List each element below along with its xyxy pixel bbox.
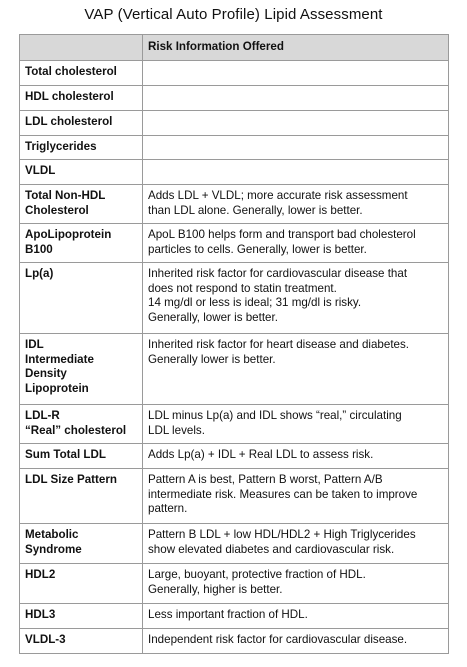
table-row [20, 444, 449, 469]
table-row [20, 469, 449, 524]
risk-info-cell: Adds LDL + VLDL; more accurate risk assessment than LDL alone. Generally, lower is better. [143, 185, 449, 224]
header-test-column [20, 35, 143, 61]
table-row [20, 629, 449, 654]
lipid-test-name: Metabolic Syndrome [20, 524, 143, 564]
lipid-test-name: LDL cholesterol [20, 111, 143, 136]
table-body [20, 61, 449, 654]
lipid-test-name: IDL Intermediate Density Lipoprotein [20, 334, 143, 405]
table-row [20, 160, 449, 185]
risk-info-cell: Inherited risk factor for heart disease and diabetes. Generally lower is better. [143, 334, 449, 405]
table-header-row [20, 35, 449, 61]
risk-info-cell [143, 86, 449, 111]
risk-info-cell: Independent risk factor for cardiovascular disease. [143, 629, 449, 654]
risk-info-cell: LDL minus Lp(a) and IDL shows “real,” circulating LDL levels. [143, 405, 449, 444]
table-row [20, 263, 449, 334]
lipid-test-name: Total cholesterol [20, 61, 143, 86]
lipid-test-name: VLDL-3 [20, 629, 143, 654]
table-row [20, 604, 449, 629]
risk-info-cell: Less important fraction of HDL. [143, 604, 449, 629]
table-row [20, 405, 449, 444]
risk-info-cell: Pattern A is best, Pattern B worst, Pattern A/B intermediate risk. Measures can be taken to improve pattern. [143, 469, 449, 524]
risk-info-cell: Inherited risk factor for cardiovascular disease that does not respond to statin treatment. 14 mg/dl or less is ideal; 31 mg/dl is risky. Generally, lower is better. [143, 263, 449, 334]
table-row [20, 564, 449, 604]
lipid-test-name: HDL2 [20, 564, 143, 604]
table-row [20, 524, 449, 564]
lipid-test-name: Sum Total LDL [20, 444, 143, 469]
lipid-test-name: LDL-R “Real” cholesterol [20, 405, 143, 444]
risk-info-cell [143, 160, 449, 185]
page-title: VAP (Vertical Auto Profile) Lipid Assessment [84, 6, 383, 23]
lipid-test-name: Total Non-HDL Cholesterol [20, 185, 143, 224]
table-row [20, 86, 449, 111]
risk-info-cell: ApoL B100 helps form and transport bad cholesterol particles to cells. Generally, lower is better. [143, 224, 449, 263]
lipid-test-name: LDL Size Pattern [20, 469, 143, 524]
table-row [20, 111, 449, 136]
risk-info-cell [143, 111, 449, 136]
table-row [20, 334, 449, 405]
lipid-test-name: HDL cholesterol [20, 86, 143, 111]
lipid-test-name: HDL3 [20, 604, 143, 629]
table-row [20, 224, 449, 263]
lipid-test-name: Triglycerides [20, 136, 143, 160]
lipid-test-name: VLDL [20, 160, 143, 185]
lipid-test-name: Lp(a) [20, 263, 143, 334]
lipid-assessment-table [19, 34, 449, 654]
header-risk-info-column: Risk Information Offered [143, 35, 449, 61]
risk-info-cell: Pattern B LDL + low HDL/HDL2 + High Triglycerides show elevated diabetes and cardiovascular risk. [143, 524, 449, 564]
table-row [20, 136, 449, 160]
table-row [20, 61, 449, 86]
risk-info-cell [143, 61, 449, 86]
risk-info-cell: Large, buoyant, protective fraction of HDL. Generally, higher is better. [143, 564, 449, 604]
table-row [20, 185, 449, 224]
risk-info-cell [143, 136, 449, 160]
risk-info-cell: Adds Lp(a) + IDL + Real LDL to assess risk. [143, 444, 449, 469]
lipid-test-name: ApoLipoprotein B100 [20, 224, 143, 263]
